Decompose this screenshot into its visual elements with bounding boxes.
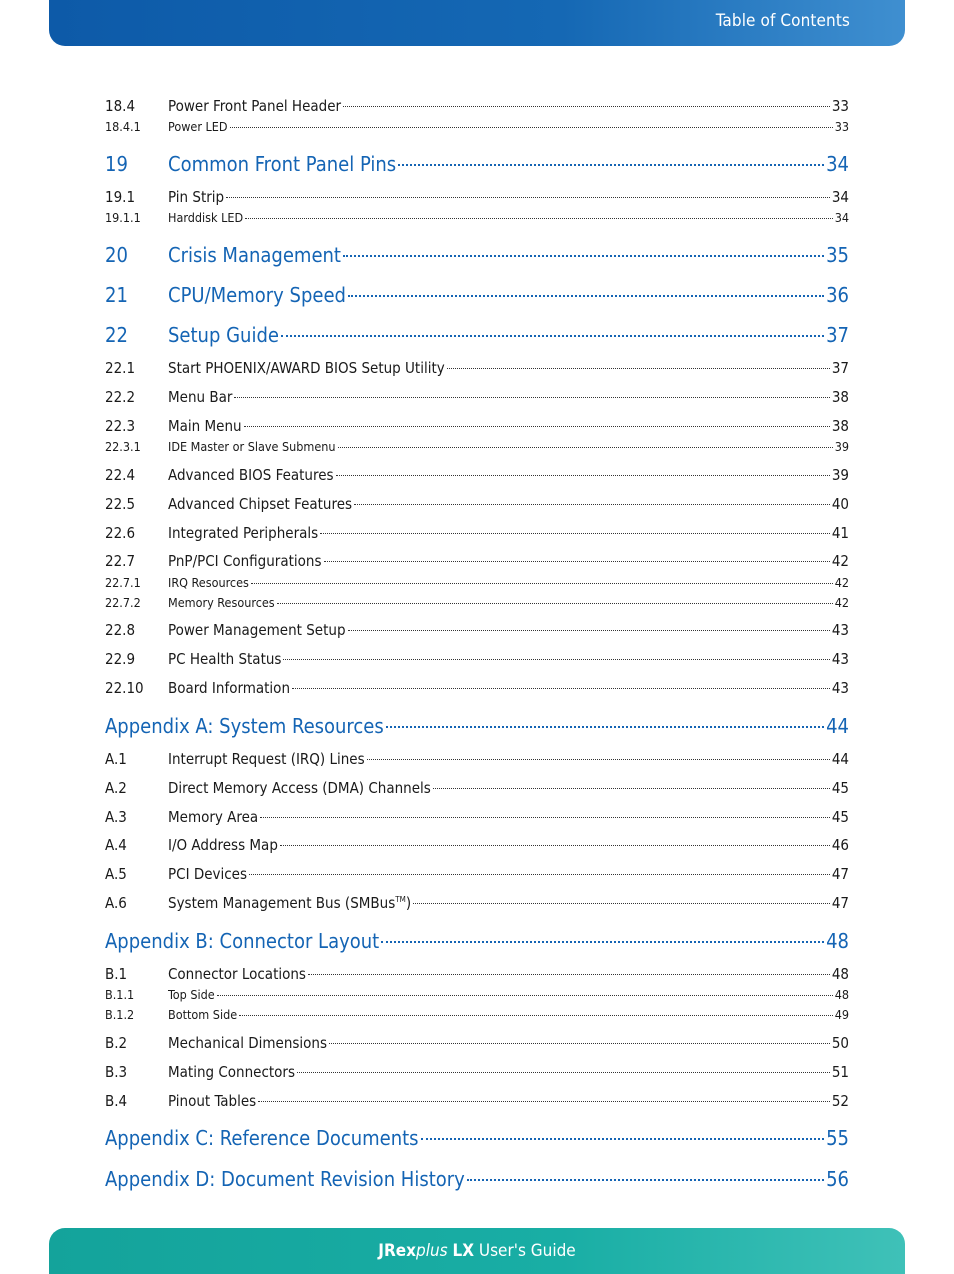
- toc-entry-title-text: Memory Resources: [168, 595, 275, 610]
- toc-entry-number: A.2: [105, 779, 127, 797]
- toc-entry-title-text: Start PHOENIX/AWARD BIOS Setup Utility: [168, 359, 445, 377]
- toc-entry-title-text: Integrated Peripherals: [168, 524, 319, 542]
- dot-leader: [258, 1101, 830, 1102]
- dot-leader: [283, 659, 829, 660]
- toc-entry-page-number: 34: [834, 210, 849, 225]
- toc-entry-title: [105, 929, 379, 953]
- toc-entry-title: [168, 1007, 237, 1022]
- toc-entry[interactable]: [105, 965, 849, 983]
- toc-entry[interactable]: [105, 679, 849, 697]
- toc-entry-page-number: 34: [826, 152, 849, 176]
- dot-leader: [226, 197, 830, 198]
- toc-entry-title-text: Crisis Management: [168, 243, 341, 267]
- toc-entry-title: [168, 965, 306, 983]
- toc-entry-number: B.3: [105, 1063, 128, 1081]
- dot-leader: [308, 974, 830, 975]
- toc-entry-title: [168, 243, 341, 267]
- toc-entry-title: [168, 210, 243, 225]
- toc-entry-number: 22.5: [105, 495, 136, 513]
- toc-entry-number: 22.3.1: [105, 439, 141, 454]
- dot-leader: [433, 788, 830, 789]
- toc-entry-title-text: Appendix D: Document Revision History: [105, 1167, 465, 1191]
- toc-entry-number: 22.2: [105, 388, 136, 406]
- toc-entry-title: [168, 439, 336, 454]
- toc-entry-title-text: CPU/Memory Speed: [168, 283, 346, 307]
- dot-leader: [348, 295, 824, 297]
- toc-entry-title: [168, 779, 431, 797]
- dot-leader: [348, 630, 830, 631]
- toc-entry-number: A.6: [105, 894, 127, 912]
- toc-entry-number: A.1: [105, 750, 127, 768]
- toc-entry-title-text: IDE Master or Slave Submenu: [168, 439, 336, 454]
- toc-entry-title-text: IRQ Resources: [168, 575, 249, 590]
- toc-entry-title: [168, 283, 346, 307]
- toc-entry[interactable]: [105, 439, 849, 454]
- toc-entry[interactable]: [105, 359, 849, 377]
- footer-brand-italic: plus: [415, 1241, 448, 1261]
- toc-entry-number: 22.8: [105, 621, 136, 639]
- toc-entry-page-number: 34: [831, 188, 849, 206]
- toc-entry-page-number: 52: [831, 1092, 849, 1110]
- toc-entry-title-text: Pinout Tables: [168, 1092, 257, 1110]
- dot-leader: [260, 817, 830, 818]
- toc-entry-number: 19.1: [105, 188, 136, 206]
- toc-entry-title-text: Appendix A: System Resources: [105, 714, 384, 738]
- toc-entry-title: [168, 97, 341, 115]
- toc-entry-page-number: 48: [826, 929, 849, 953]
- toc-entry-page-number: 33: [834, 119, 849, 134]
- toc-entry[interactable]: [105, 466, 849, 484]
- toc-entry-page-number: 45: [831, 779, 849, 797]
- toc-entry-number: 21: [105, 283, 128, 307]
- toc-entry-title: [168, 894, 411, 912]
- toc-entry-page-number: 49: [834, 1007, 849, 1022]
- toc-entry-page-number: 38: [831, 417, 849, 435]
- dot-leader: [239, 1015, 833, 1016]
- toc-entry-number: 18.4: [105, 97, 136, 115]
- toc-entry-page-number: 56: [826, 1167, 849, 1191]
- toc-entry-title-text: Harddisk LED: [168, 210, 244, 225]
- toc-entry-page-number: 36: [826, 283, 849, 307]
- toc-entry[interactable]: [105, 894, 849, 912]
- toc-entry-number: A.3: [105, 808, 127, 826]
- toc-entry-title-text: Power Front Panel Header: [168, 97, 342, 115]
- toc-entry[interactable]: [105, 836, 849, 854]
- toc-entry-page-number: 48: [834, 987, 849, 1002]
- toc-entry[interactable]: [105, 388, 849, 406]
- toc-entry-title-text: Common Front Panel Pins: [168, 152, 397, 176]
- toc-entry-title-text: Advanced Chipset Features: [168, 495, 353, 513]
- toc-entry-page-number: 44: [831, 750, 849, 768]
- toc-entry[interactable]: [105, 929, 849, 953]
- toc-entry-title-text: Mating Connectors: [168, 1063, 295, 1081]
- page-footer-bar: [49, 1228, 905, 1274]
- toc-entry[interactable]: [105, 1063, 849, 1081]
- toc-entry-page-number: 48: [831, 965, 849, 983]
- toc-entry[interactable]: [105, 417, 849, 435]
- toc-entry-title-text: PC Health Status: [168, 650, 282, 668]
- dot-leader: [343, 106, 830, 107]
- toc-entry[interactable]: [105, 283, 849, 307]
- toc-entry-title-text: Top Side: [168, 987, 215, 1002]
- toc-entry-number: 22.7: [105, 552, 136, 570]
- toc-entry-page-number: 47: [831, 894, 849, 912]
- toc-entry-number: 22.7.2: [105, 595, 141, 610]
- toc-entry-page-number: 39: [834, 439, 849, 454]
- toc-entry[interactable]: [105, 575, 849, 590]
- toc-entry-title: [168, 388, 232, 406]
- toc-entry[interactable]: [105, 495, 849, 513]
- toc-entry-title: [168, 750, 365, 768]
- toc-entry-title: [168, 595, 275, 610]
- dot-leader: [447, 368, 830, 369]
- toc-entry[interactable]: [105, 188, 849, 206]
- toc-entry[interactable]: [105, 1126, 849, 1150]
- toc-entry-number: B.1.2: [105, 1007, 135, 1022]
- dot-leader: [421, 1138, 825, 1140]
- footer-title: [49, 1241, 905, 1261]
- toc-entry[interactable]: [105, 524, 849, 542]
- toc-entry[interactable]: [105, 323, 849, 347]
- toc-entry-title: [168, 359, 445, 377]
- dot-leader: [343, 255, 824, 257]
- toc-entry[interactable]: [105, 1167, 849, 1191]
- toc-entry-title: [168, 575, 249, 590]
- toc-entry-page-number: 43: [831, 679, 849, 697]
- toc-entry-title-text: PnP/PCI Configurations: [168, 552, 322, 570]
- dot-leader: [244, 426, 830, 427]
- dot-leader: [381, 941, 824, 943]
- toc-entry-title-text: Board Information: [168, 679, 290, 697]
- toc-entry-page-number: 44: [826, 714, 849, 738]
- dot-leader: [292, 688, 830, 689]
- toc-entry-page-number: 37: [831, 359, 849, 377]
- dot-leader: [249, 874, 830, 875]
- toc-entry-page-number: 47: [831, 865, 849, 883]
- toc-entry-title-text: Mechanical Dimensions: [168, 1034, 327, 1052]
- toc-entry[interactable]: [105, 1007, 849, 1022]
- toc-entry-title-text: Connector Locations: [168, 965, 306, 983]
- toc-entry-number: B.4: [105, 1092, 128, 1110]
- toc-entry[interactable]: [105, 779, 849, 797]
- toc-entry-title-text: I/O Address Map: [168, 836, 278, 854]
- toc-entry-title: [168, 466, 334, 484]
- toc-entry[interactable]: [105, 987, 849, 1002]
- dot-leader: [354, 504, 830, 505]
- toc-entry-title: [168, 650, 281, 668]
- footer-brand: JRex: [378, 1241, 416, 1261]
- toc-entry[interactable]: [105, 650, 849, 668]
- toc-entry-number: B.2: [105, 1034, 128, 1052]
- toc-entry-page-number: 51: [831, 1063, 849, 1081]
- toc-entry-title: [168, 188, 224, 206]
- toc-entry-title: [168, 524, 318, 542]
- toc-entry-page-number: 43: [831, 621, 849, 639]
- dot-leader: [324, 561, 830, 562]
- toc-entry-title: [168, 836, 278, 854]
- dot-leader: [413, 903, 830, 904]
- dot-leader: [234, 397, 829, 398]
- dot-leader: [467, 1179, 824, 1181]
- dot-leader: [245, 218, 833, 219]
- toc-entry-title: [168, 808, 258, 826]
- toc-entry-title: [168, 495, 352, 513]
- dot-leader: [336, 475, 830, 476]
- trademark-superscript: TM: [395, 895, 406, 904]
- toc-entry-page-number: 50: [831, 1034, 849, 1052]
- toc-entry-page-number: 39: [831, 466, 849, 484]
- toc-entry[interactable]: [105, 552, 849, 570]
- toc-entry[interactable]: [105, 621, 849, 639]
- toc-entry-title-text: Pin Strip: [168, 188, 225, 206]
- toc-entry-number: B.1.1: [105, 987, 135, 1002]
- header-title: Table of Contents: [715, 11, 850, 31]
- toc-entry-page-number: 43: [831, 650, 849, 668]
- toc-entry-title: [168, 987, 215, 1002]
- toc-entry-title: [168, 323, 279, 347]
- toc-entry-title-text: System Management Bus (SMBus: [168, 894, 396, 912]
- toc-entry[interactable]: [105, 1034, 849, 1052]
- toc-entry-title-text: Main Menu: [168, 417, 242, 435]
- toc-entry-page-number: 42: [834, 595, 849, 610]
- dot-leader: [320, 533, 830, 534]
- footer-model: LX: [452, 1241, 475, 1261]
- toc-entry-title-text: Menu Bar: [168, 388, 233, 406]
- toc-entry-number: 22: [105, 323, 128, 347]
- toc-entry-number: 19.1.1: [105, 210, 141, 225]
- dot-leader: [230, 127, 833, 128]
- toc-entry-title: [168, 417, 242, 435]
- toc-entry-page-number: 42: [831, 552, 849, 570]
- toc-entry-number: 22.7.1: [105, 575, 141, 590]
- toc-entry-number: 22.3: [105, 417, 136, 435]
- toc-entry-title-text: Bottom Side: [168, 1007, 238, 1022]
- toc-entry-title: [168, 152, 396, 176]
- toc-entry[interactable]: [105, 210, 849, 225]
- toc-entry-page-number: 40: [831, 495, 849, 513]
- toc-entry[interactable]: [105, 595, 849, 610]
- dot-leader: [297, 1072, 830, 1073]
- toc-entry-page-number: 55: [826, 1126, 849, 1150]
- toc-entry-title: [105, 1126, 419, 1150]
- toc-entry-title: [168, 865, 247, 883]
- dot-leader: [367, 759, 830, 760]
- toc-entry-number: 22.4: [105, 466, 136, 484]
- dot-leader: [398, 164, 824, 166]
- toc-entry-title: [168, 1063, 295, 1081]
- toc-entry-title-text: Appendix C: Reference Documents: [105, 1126, 419, 1150]
- toc-entry-page-number: 33: [831, 97, 849, 115]
- toc-entry-title-text: Memory Area: [168, 808, 259, 826]
- toc-entry-title: [168, 679, 290, 697]
- toc-entry-title-text: Advanced BIOS Features: [168, 466, 334, 484]
- dot-leader: [217, 995, 833, 996]
- toc-entry-number: 19: [105, 152, 128, 176]
- dot-leader: [338, 447, 833, 448]
- toc-entry-title-text: Setup Guide: [168, 323, 279, 347]
- toc-entry-page-number: 42: [834, 575, 849, 590]
- toc-entry-number: 22.1: [105, 359, 136, 377]
- footer-suffix: User's Guide: [474, 1241, 576, 1261]
- toc-entry-title: [105, 714, 384, 738]
- toc-entry-number: B.1: [105, 965, 128, 983]
- toc-entry-page-number: 45: [831, 808, 849, 826]
- toc-entry-number: A.5: [105, 865, 127, 883]
- dot-leader: [329, 1043, 830, 1044]
- dot-leader: [277, 603, 833, 604]
- toc-entry[interactable]: [105, 243, 849, 267]
- dot-leader: [280, 845, 830, 846]
- toc-entry-title: [168, 1034, 327, 1052]
- toc-entry-page-number: 41: [831, 524, 849, 542]
- toc-entry-title-text: Interrupt Request (IRQ) Lines: [168, 750, 365, 768]
- toc-entry-page-number: 37: [826, 323, 849, 347]
- toc-entry[interactable]: [105, 1092, 849, 1110]
- toc-entry-page-number: 46: [831, 836, 849, 854]
- toc-entry-number: A.4: [105, 836, 127, 854]
- toc-entry-title-text: Power Management Setup: [168, 621, 346, 639]
- toc-entry-number: 18.4.1: [105, 119, 141, 134]
- toc-entry[interactable]: [105, 97, 849, 115]
- toc-entry-page-number: 35: [826, 243, 849, 267]
- toc-entry-page-number: 38: [831, 388, 849, 406]
- toc-entry[interactable]: [105, 865, 849, 883]
- toc-entry-title: [168, 119, 228, 134]
- toc-entry-number: 22.10: [105, 679, 144, 697]
- dot-leader: [281, 335, 824, 337]
- toc-entry-title-text: Power LED: [168, 119, 228, 134]
- toc-entry-title: [168, 621, 346, 639]
- toc-entry-title-text: Direct Memory Access (DMA) Channels: [168, 779, 431, 797]
- toc-entry-title-text: PCI Devices: [168, 865, 248, 883]
- toc-entry[interactable]: [105, 750, 849, 768]
- dot-leader: [386, 726, 824, 728]
- toc-entry[interactable]: [105, 808, 849, 826]
- dot-leader: [251, 583, 833, 584]
- toc-entry-title: [168, 1092, 256, 1110]
- toc-entry-title: [105, 1167, 465, 1191]
- toc-entry-number: 20: [105, 243, 128, 267]
- toc-entry-title-suffix: ): [405, 894, 412, 912]
- toc-entry-title-text: Appendix B: Connector Layout: [105, 929, 380, 953]
- toc-entry-number: 22.6: [105, 524, 136, 542]
- toc-entry[interactable]: [105, 152, 849, 176]
- toc-entry-number: 22.9: [105, 650, 136, 668]
- toc-entry[interactable]: [105, 119, 849, 134]
- toc-entry[interactable]: [105, 714, 849, 738]
- toc-entry-title: [168, 552, 322, 570]
